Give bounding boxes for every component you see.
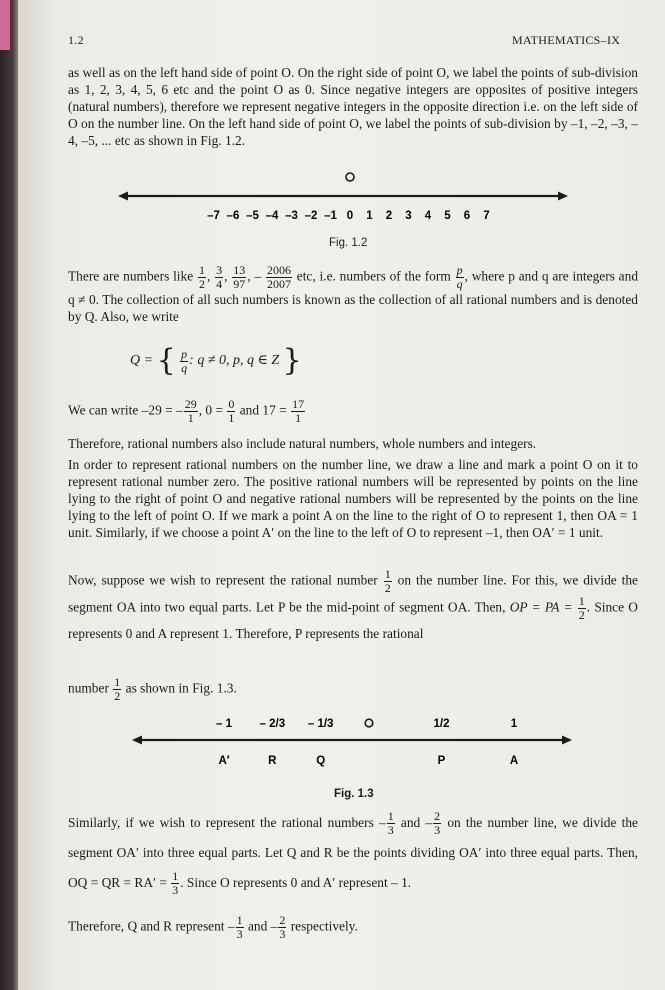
fraction-twothird-1: $\frac{2}{3}$ [434,809,441,838]
fraction-29-1: $\frac{29}{1}$ [184,397,197,425]
paragraph-1: as well as on the left hand side of point O. On the right side of point O, we label the points of sub-division as 1, 2, 3, 4, 5, 6 etc and the point O as 0. Since negative integers are opposites of positive integers (natural numbers), therefore we represent negative integers in the opposite direction i.e. on the left side of O on the number line. On the left hand side of point O, we label the points of sub-division by –1, –2, –3, –4, –5, ... etc as shown in Fig. 1.2. [68,65,638,148]
tick-label: –1 [324,210,337,222]
paragraph-6-cont: number $\frac{1}{2}$ as shown in Fig. 1.3. [68,675,237,703]
right-arrow-icon [558,192,568,201]
pink-tab-mark [0,0,10,50]
fig-1-2-caption: Fig. 1.2 [329,237,368,249]
top-value-label: – 1 [216,718,232,730]
tick-label: 1 [366,210,373,222]
fraction-third-2: $\frac{1}{3}$ [172,869,179,898]
fraction-half-3: $\frac{1}{2}$ [114,675,121,703]
tick-label: –2 [304,210,318,222]
tick-label: 2 [385,210,393,222]
point-letter-label: A [509,755,519,767]
number-line-fig-1-3 [132,712,572,772]
top-value-label: – 1/3 [307,718,334,730]
fig-1-3-caption: Fig. 1.3 [334,788,374,800]
para2-mid: etc, i.e. numbers of the form [296,268,451,284]
fraction-third-3: $\frac{1}{3}$ [236,913,243,941]
fraction-half-1: $\frac{1}{2}$ [384,567,391,595]
number-line-fig-1-2 [118,166,568,228]
fraction-p-over-q: $\frac{p}{q}$ [181,346,188,375]
paragraph-2: There are numbers like $\frac{1}{2}$ , $\frac{3}{4}$ , $\frac{13}{97}$ , – $\frac{2006}{2007}$ etc, i.e. numbers of the form $\frac{p}{q}$ , where p and q are integers and q ≠ 0. The collection of all such numbers is known as the collection of all rational numbers and is denoted by Q. Also, we write [68,263,639,324]
left-arrow-icon [132,736,142,745]
set-definition: Q = { $\frac{p}{q}$ : q ≠ 0, p, q ∈ Z } [130,343,302,378]
point-letter-label: R [268,755,277,767]
paragraph-3: We can write –29 = – $\frac{29}{1}$ , 0 = $\frac{0}{1}$ and 17 = $\frac{17}{1}$ [68,397,305,425]
tick-label: –3 [285,210,298,222]
fraction-p-q: $\frac{p}{q}$ [456,263,463,291]
page-edge-shadow [0,0,18,990]
para2-start: There are numbers like [68,268,194,284]
tick-label: –4 [265,210,279,222]
fraction-third-1: $\frac{1}{3}$ [387,809,394,838]
page-number: 1.2 [68,33,84,47]
point-letter-label: P [437,755,446,767]
origin-circle-marker [346,173,354,181]
paragraph-7: Similarly, if we wish to represent the rational numbers – $\frac{1}{3}$ and – $\frac{2}{3}$ on the number line, we divide the segment OA′ into three equal parts. Let Q and R be the points dividing OA′ into three equal parts. Then, OQ = QR = RA′ = $\frac{1}{3}$ . Since O represents 0 and A′ represent – 1. [68,809,638,898]
point-letter-label: Q [316,755,326,767]
top-value-label: – 2/3 [259,718,286,730]
book-page [18,0,665,990]
paragraph-7-cont: Therefore, Q and R represent – $\frac{1}{3}$ and – $\frac{2}{3}$ respectively. [68,913,358,941]
fraction-0-1: $\frac{0}{1}$ [228,397,235,425]
fraction-1-2: $\frac{1}{2}$ [198,263,205,291]
tick-label: 7 [483,210,490,222]
tick-label: –6 [226,210,240,222]
fraction-half-2: $\frac{1}{2}$ [578,594,585,622]
point-letter-label: A′ [218,755,230,767]
tick-label: 6 [463,210,471,222]
tick-label: –5 [246,210,259,222]
fraction-17-1: $\frac{17}{1}$ [292,397,305,425]
top-value-label: 1/2 [433,718,450,730]
left-arrow-icon [118,192,128,201]
fraction-2006-2007: $\frac{2006}{2007}$ [266,263,291,291]
tick-label: 0 [346,210,354,222]
book-title: MATHEMATICS–IX [512,33,621,47]
fraction-13-97: $\frac{13}{97}$ [233,263,246,291]
paragraph-5: In order to represent rational numbers on the number line, we draw a line and mark a point O on it to represent rational number zero. The positive rational numbers will be represented by points on the line lying to the right of point O and negative rational numbers will be represented by the points on the line lying to the left of point O. If we mark a point A on the line to the right of O to represent 1, then OA = 1 unit. Similarly, if we choose a point A′ on the line to the left of O to represent –1, then OA′ = 1 unit. [68,457,638,540]
tick-label: 5 [444,210,451,222]
tick-label: 4 [424,210,432,222]
fraction-twothird-2: $\frac{2}{3}$ [279,913,286,941]
paragraph-4: Therefore, rational numbers also include natural numbers, whole numbers and integers. [68,436,537,451]
tick-label: 3 [405,210,412,222]
top-value-label: 1 [510,718,518,730]
origin-circle-marker [365,719,373,727]
tick-label: –7 [207,210,220,222]
right-arrow-icon [562,736,572,745]
para2-end: , where p and q are integers and q ≠ 0. The collection of all such numbers is known as the collection of all rational numbers and is denoted by Q. Also, we write [68,268,639,324]
fraction-3-4: $\frac{3}{4}$ [216,263,223,291]
paragraph-6: Now, suppose we wish to represent the rational number $\frac{1}{2}$ on the number line. For this, we divide the segment OA into two equal parts. Let P be the mid-point of segment OA. Then, OP = PA = $\frac{1}{2}$ . Since O represents 0 and A represent 1. Therefore, P represents the rational [68,567,639,641]
